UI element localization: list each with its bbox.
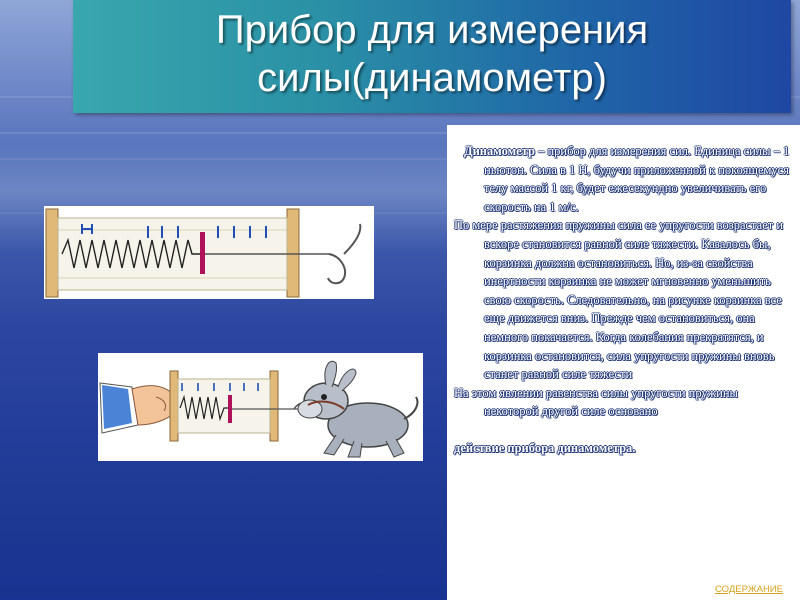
paragraph-principle: На этом явлении равенства силы упругости пружины некоторой другой силе основано [454,385,738,419]
donkey-icon [98,353,423,461]
paragraph-spring: По мере растяжения пружины сила ее упругости возрастает и вскоре становится равной силе тяжести. Казалось бы, корзинка должна остановиться. Но, из-за свойства инертности корзинка не может мгновенно уменьшить свою скорость. Следовательно, на рисунке корзинка все еще движется вниз. Прежде чем остановиться, она немного покачается. Когда колебания прекратятся, и корзинка остановится, сила упругости пружины вновь станет равной силе тяжести [454,218,784,382]
title-line-1: Прибор для измерения [215,8,649,52]
hand-donkey-image [98,353,423,461]
paragraph-definition [454,142,794,216]
spacer [454,421,794,439]
term-dynamometer: Динамометр [464,144,535,158]
title-line-2: силы(динамометр) [257,56,607,100]
definition-text: – прибор для измерения сил. Единица силы – 1 ньютон. Сила в 1 Н, будучи приложенной к покоящемуся телу массой 1 кг, будет ежесекундно увеличивать его скорость на 1 м/с. [484,144,790,214]
slide-title [73,6,791,102]
paragraph-conclusion: действие прибора динамометра. [454,440,636,455]
contents-link[interactable]: СОДЕРЖАНИЕ [715,584,783,595]
body-text [454,142,794,458]
dynamometer-icon [44,206,374,299]
dynamometer-image [44,206,374,299]
